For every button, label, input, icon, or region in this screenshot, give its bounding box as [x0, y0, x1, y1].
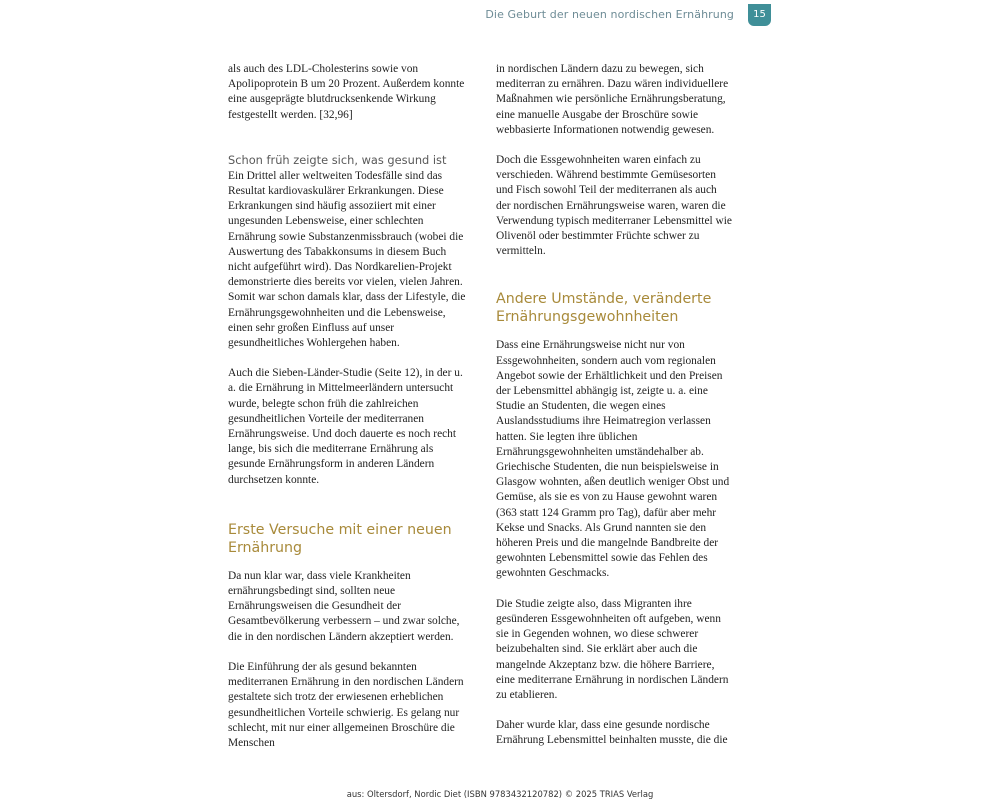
- body-paragraph: Die Studie zeigte also, dass Migranten ihre gesünderen Essgewohnheiten oft aufgeben, wenn sie in Gegenden wohnen, wo diese schwerer beizubehalten sind. Sie erklärt aber auch die mangelnde Akzeptanz bzw. die höhere Barriere, eine mediterrane Ernährung in nordischen Ländern zu etablieren.: [496, 597, 729, 701]
- body-paragraph: Daher wurde klar, dass eine gesunde nordische Ernährung Lebensmittel beinhalten musste, die die: [496, 719, 728, 747]
- section-heading: Andere Umstände, veränderte Ernährungsgewohnheiten: [496, 291, 712, 326]
- body-paragraph: Ein Drittel aller weltweiten Todesfälle sind das Resultat kardiovaskulärer Erkrankungen. Diese Erkrankungen sind häufig assoziiert mit einer ungesunden Lebensweise, einer schlechten Ernährung sowie Substanzenmissbrauch (wobei die Auswertung des Tabakkonsums in diesem Buch nicht aufgeführt wird). Das Nordkarelien-Projekt demonstrierte dies bereits vor vielen, vielen Jahren. Somit war schon damals klar, dass der Lifestyle, die Ernährungsgewohnheiten und die Lebensweise, einen sehr großen Einfluss auf unser gesundheitliches Wohlergehen haben.: [228, 169, 466, 350]
- body-paragraph: Da nun klar war, dass viele Krankheiten ernährungsbedingt sind, sollten neue Ernährungsweisen die Gesundheit der Gesamtbevölkerung verbessern – und zwar solche, die in den nordischen Ländern akzeptiert werden.: [228, 569, 460, 643]
- source-footer: aus: Oltersdorf, Nordic Diet (ISBN 9783432120782) © 2025 TRIAS Verlag: [346, 789, 654, 799]
- body-paragraph: als auch des LDL-Cholesterins sowie von Apolipoprotein B um 20 Prozent. Außerdem konnte eine ausgeprägte blutdrucksenkende Wirkung festgestellt werden. [32,96]: [228, 63, 465, 121]
- section-subheading: Schon früh zeigte sich, was gesund ist: [228, 152, 447, 167]
- body-paragraph: Auch die Sieben-Länder-Studie (Seite 12), in der u. a. die Ernährung in Mittelmeerländern untersucht wurde, belegte schon früh die zahlreichen gesundheitlichen Vorteile der mediterranen Ernährungsweise. Und doch dauerte es noch recht lange, bis sich die mediterrane Ernährung als gesunde Ernährungsform in anderen Ländern durchsetzen konnte.: [228, 367, 463, 486]
- body-paragraph: Dass eine Ernährungsweise nicht nur von Essgewohnheiten, sondern auch vom regionalen Angebot sowie der Erhältlichkeit und den Preisen der Lebensmittel abhängig ist, zeigte u. a. eine Studie an Studenten, die wegen eines Auslandsstudiums ihre Heimatregion verlassen hatten. Sie legten ihre üblichen Ernährungsgewohnheiten umständehalber ab. Griechische Studenten, die nun beispielsweise in Glasgow wohnten, aßen deutlich weniger Obst und Gemüse, als sie es von zu Hause gewohnt waren (363 statt 124 Gramm pro Tag), dafür aber mehr Kekse und Snacks. Als Grund nannten sie den höheren Preis und die mangelnde Bandbreite der gewohnten Lebensmittel sowie das Fehlen des gewohnten Geschmacks.: [496, 339, 730, 580]
- body-paragraph: in nordischen Ländern dazu zu bewegen, sich mediterran zu ernähren. Dazu wären individuellere Maßnahmen wie persönliche Ernährungsberatung, eine manuelle Ausgabe der Broschüre sowie webbasierte Informationen notwendig gewesen.: [496, 63, 729, 136]
- page-number-badge: 15: [748, 4, 771, 26]
- left-text-column: [228, 62, 466, 766]
- right-text-column: [496, 62, 734, 764]
- body-paragraph: Doch die Essgewohnheiten waren einfach zu verschieden. Während bestimmte Gemüsesorten und Fisch sowohl Teil der mediterranen als auch der nordischen Ernährungsweise waren, waren die Verwendung typisch mediterraner Lebensmittel wie Olivenöl oder bestimmter Früchte schwer zu vermitteln.: [496, 154, 732, 258]
- body-paragraph: Die Einführung der als gesund bekannten mediterranen Ernährung in den nordischen Ländern gestaltete sich trotz der erwiesenen erheblichen gesundheitlichen Vorteile schwierig. Es gelang nur schlecht, mit nur einer allgemeinen Broschüre die Menschen: [228, 660, 464, 749]
- section-heading: Erste Versuche mit einer neuen Ernährung: [228, 521, 452, 556]
- running-header-title: Die Geburt der neuen nordischen Ernährung: [485, 8, 734, 21]
